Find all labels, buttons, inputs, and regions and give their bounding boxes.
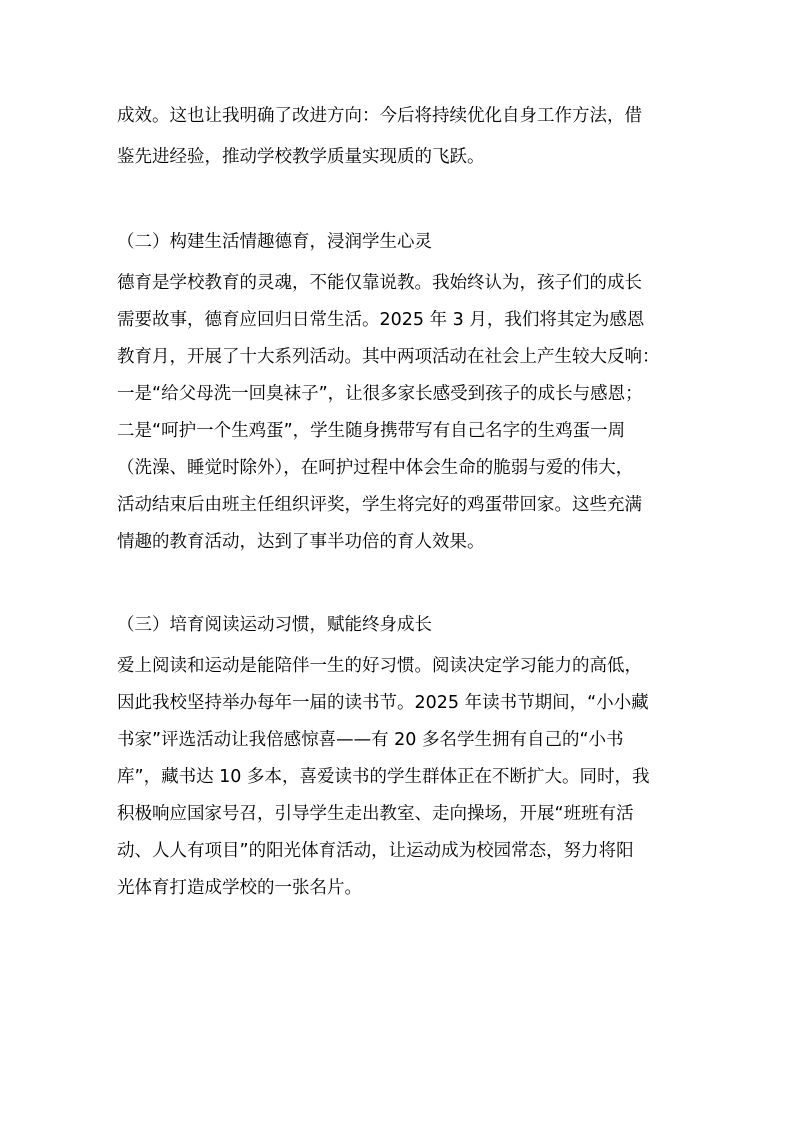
paragraph-line: 成效。这也让我明确了改进方向：今后将持续优化自身工作方法，借 xyxy=(117,106,642,126)
paragraph-line: 活动结束后由班主任组织评奖，学生将完好的鸡蛋带回家。这些充满 xyxy=(117,495,642,515)
paragraph-line: 积极响应国家号召，引导学生走出教室、走向操场，开展“班班有活 xyxy=(117,804,634,824)
paragraph-line: 二是“呵护一个生鸡蛋”，学生随身携带写有自己名字的生鸡蛋一周 xyxy=(117,421,626,441)
paragraph-line: 需要故事，德育应回归日常生活。2025 年 3 月，我们将其定为感恩 xyxy=(117,310,645,330)
paragraph-line: 情趣的教育活动，达到了事半功倍的育人效果。 xyxy=(117,532,485,552)
paragraph-line: 库”，藏书达 10 多本，喜爱读书的学生群体正在不断扩大。同时，我 xyxy=(117,767,650,787)
paragraph-line: 爱上阅读和运动是能陪伴一生的好习惯。阅读决定学习能力的高低， xyxy=(117,656,642,676)
section-heading: （三）培育阅读运动习惯，赋能终身成长 xyxy=(117,615,432,635)
paragraph-line: 一是“给父母洗一回臭袜子”，让很多家长感受到孩子的成长与感恩； xyxy=(117,384,643,404)
paragraph-line: 教育月，开展了十大系列活动。其中两项活动在社会上产生较大反响： xyxy=(117,347,660,367)
paragraph-line: 鉴先进经验，推动学校教学质量实现质的飞跃。 xyxy=(117,147,485,167)
paragraph-line: 因此我校坚持举办每年一届的读书节。2025 年读书节期间，“小小藏 xyxy=(117,693,649,713)
paragraph-line: 动、人人有项目”的阳光体育活动，让运动成为校园常态，努力将阳 xyxy=(117,841,634,861)
section-heading: （二）构建生活情趣德育，浸润学生心灵 xyxy=(117,232,432,252)
paragraph-line: （洗澡、睡觉时除外），在呵护过程中体会生命的脆弱与爱的伟大， xyxy=(117,458,634,478)
paragraph-line: 书家”评选活动让我倍感惊喜——有 20 多名学生拥有自己的“小书 xyxy=(117,730,624,750)
paragraph-line: 光体育打造成学校的一张名片。 xyxy=(117,878,362,898)
paragraph-line: 德育是学校教育的灵魂，不能仅靠说教。我始终认为，孩子们的成长 xyxy=(117,273,642,293)
